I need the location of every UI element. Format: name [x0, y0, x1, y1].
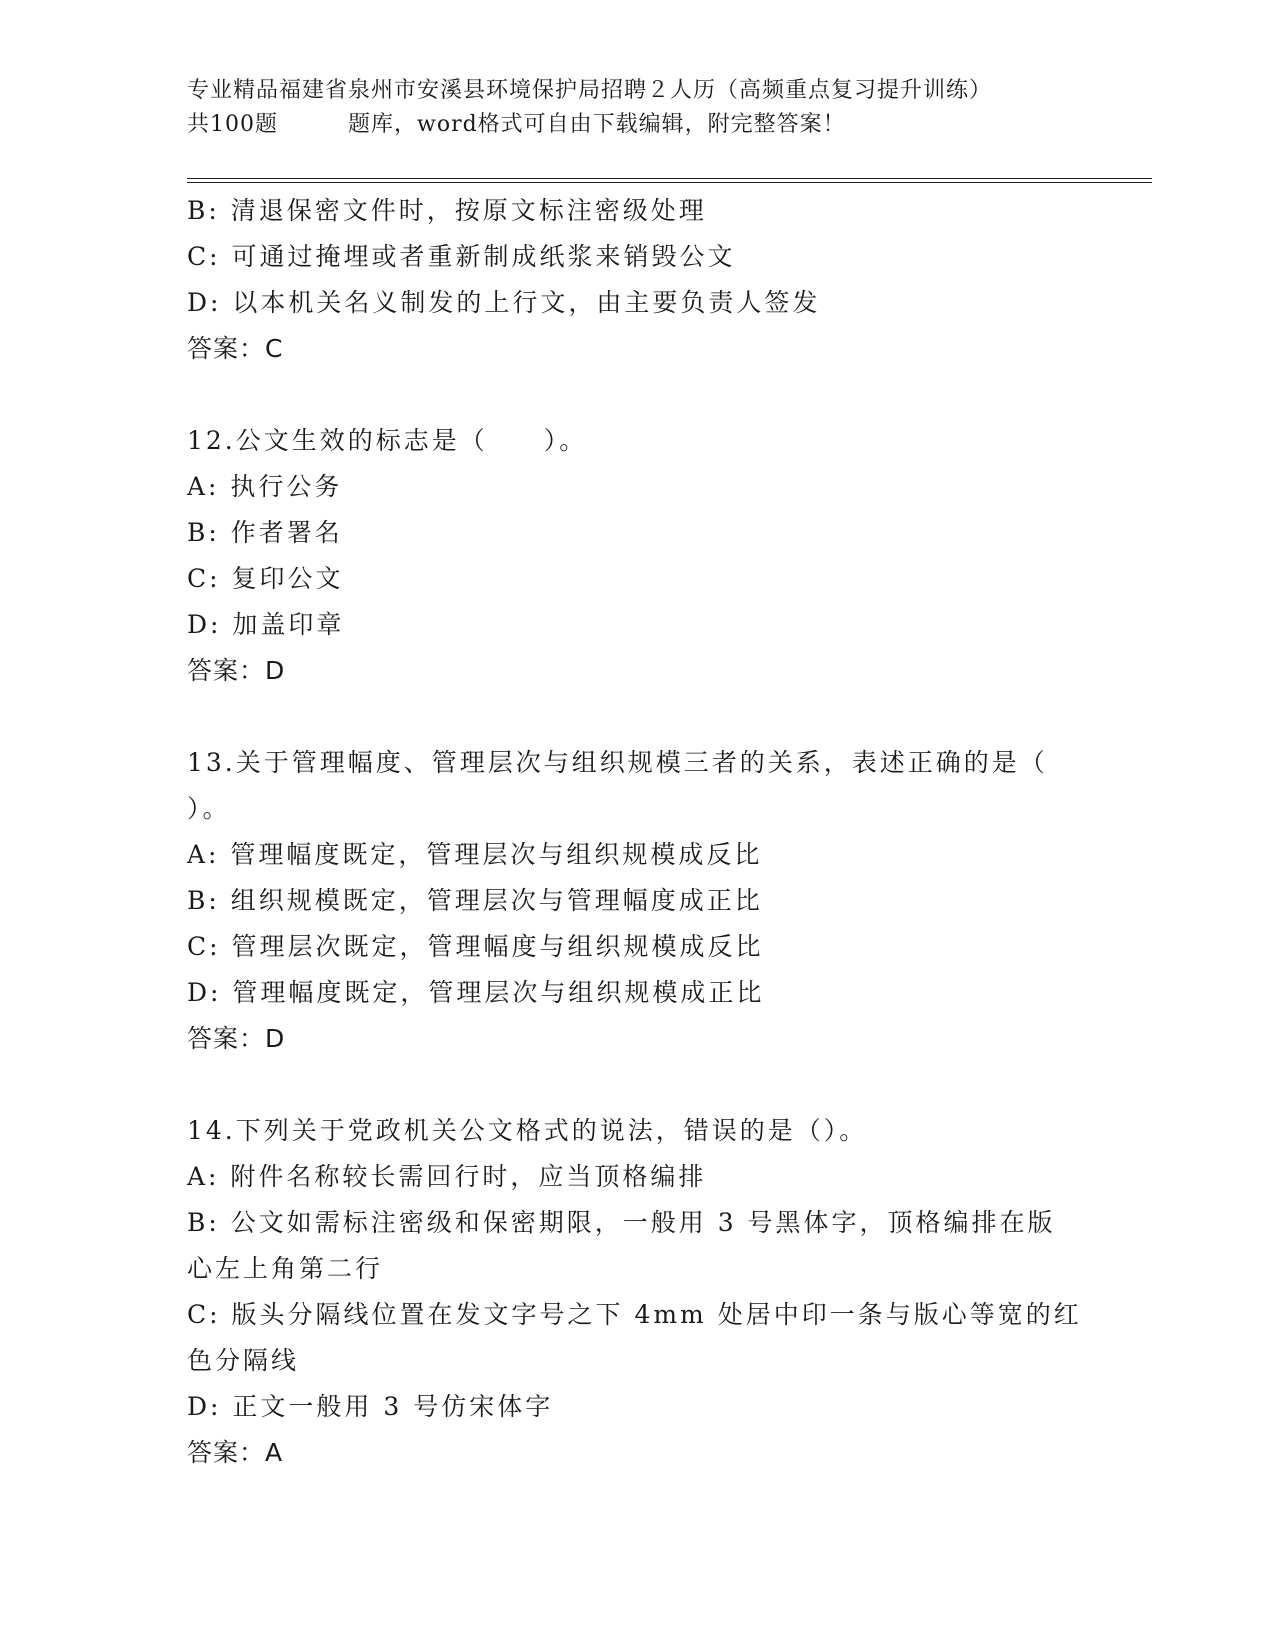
answer-line: 答案：C: [187, 334, 284, 363]
answer-line: 答案：D: [187, 1024, 286, 1053]
option-a: A: 管理幅度既定，管理层次与组织规模成反比: [187, 840, 763, 869]
question-block-14: [187, 1108, 1087, 1476]
option-a: A: 执行公务: [187, 472, 343, 501]
option-d: D: 管理幅度既定，管理层次与组织规模成正比: [187, 978, 765, 1007]
question-block-12: [187, 418, 1087, 694]
question-title: 13.关于管理幅度、管理层次与组织规模三者的关系，表述正确的是（: [187, 748, 1048, 777]
question-block-13: [187, 740, 1087, 1062]
option-d: D: 以本机关名义制发的上行文，由主要负责人签发: [187, 288, 821, 317]
option-d: D: 正文一般用 3 号仿宋体字: [187, 1392, 554, 1421]
header-description: 题库，word格式可自由下载编辑，附完整答案！: [348, 112, 846, 137]
option-c: C: 可通过掩埋或者重新制成纸浆来销毁公文: [187, 242, 736, 271]
option-a: A: 附件名称较长需回行时，应当顶格编排: [187, 1162, 707, 1191]
question-title-continued: ）。: [187, 794, 231, 823]
document-header: [187, 74, 1087, 142]
option-b: B: 公文如需标注密级和保密期限，一般用 3 号黑体字，顶格编排在版: [187, 1208, 1056, 1237]
header-title: 专业精品福建省泉州市安溪县环境保护局招聘２人历（高频重点复习提升训练）: [187, 78, 993, 103]
question-title: 12.公文生效的标志是（ ）。: [187, 426, 588, 455]
answer-line: 答案：D: [187, 656, 286, 685]
header-count: 共100题: [187, 112, 278, 137]
option-c: C: 复印公文: [187, 564, 344, 593]
option-c-continued: 色分隔线: [187, 1346, 300, 1375]
question-block-prev: [187, 188, 1087, 372]
option-b: B: 清退保密文件时，按原文标注密级处理: [187, 196, 707, 225]
option-b: B: 组织规模既定，管理层次与管理幅度成正比: [187, 886, 763, 915]
question-list: [187, 188, 1087, 1476]
answer-line: 答案：A: [187, 1438, 284, 1467]
option-c: C: 管理层次既定，管理幅度与组织规模成反比: [187, 932, 764, 961]
header-divider-bottom: [187, 182, 1152, 183]
option-b-continued: 心左上角第二行: [187, 1254, 384, 1283]
header-subtitle: [187, 108, 1087, 142]
option-c: C: 版头分隔线位置在发文字号之下 4mm 处居中印一条与版心等宽的红: [187, 1300, 1082, 1329]
question-title: 14.下列关于党政机关公文格式的说法，错误的是（）。: [187, 1116, 868, 1145]
header-divider-top: [187, 178, 1152, 179]
option-b: B: 作者署名: [187, 518, 343, 547]
option-d: D: 加盖印章: [187, 610, 345, 639]
